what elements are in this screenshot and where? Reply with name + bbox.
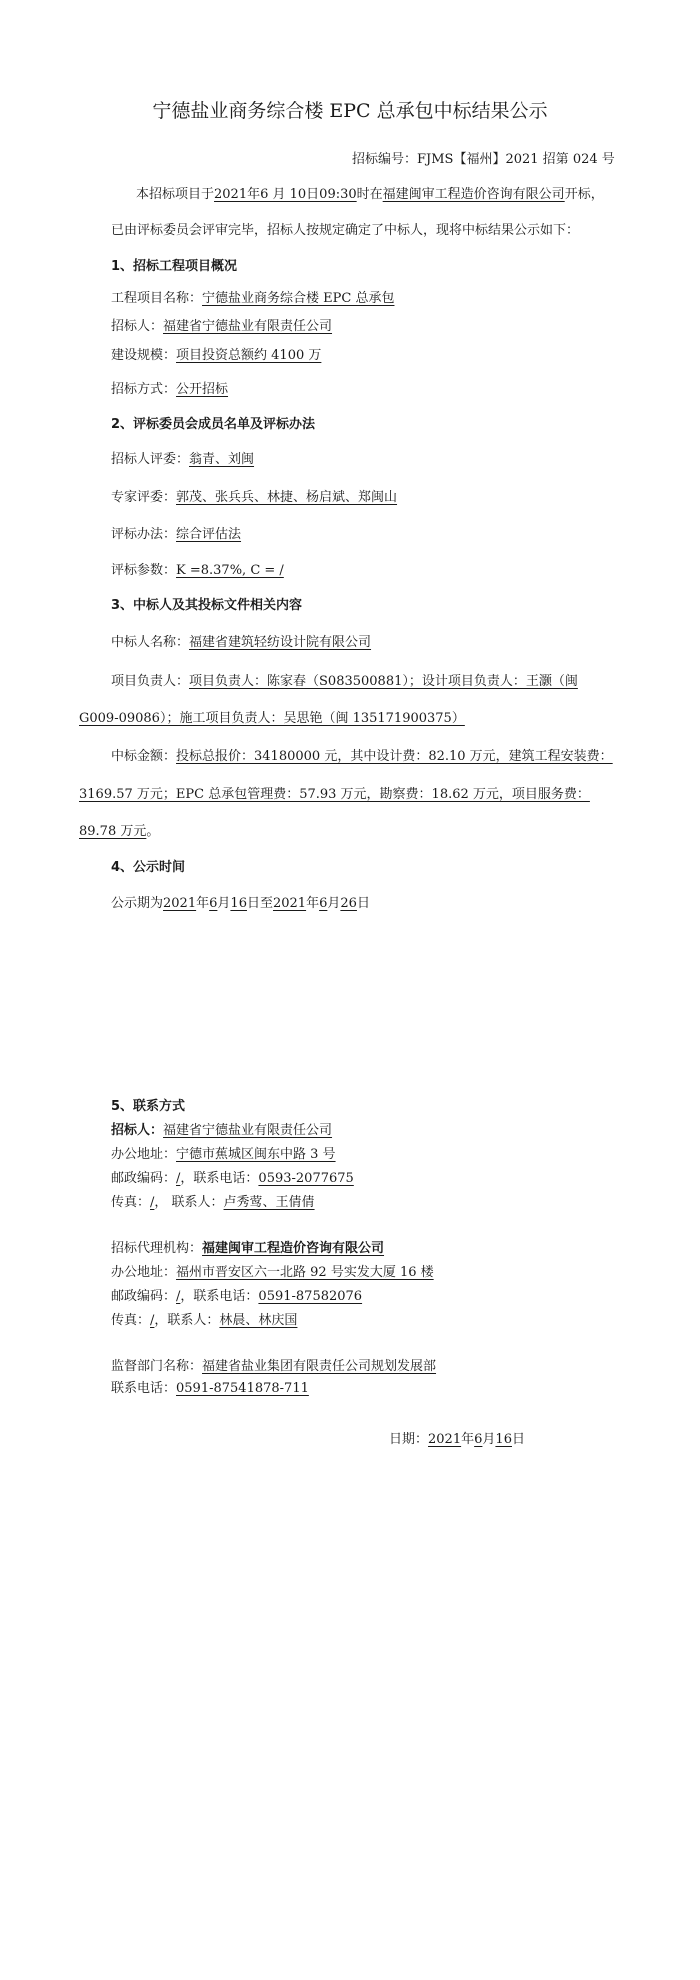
opening-date: 2021年6 月 10日09:30 xyxy=(214,187,357,202)
contact-agency-postcode: 邮政编码：/，联系电话：0591-87582076 xyxy=(111,1289,363,1304)
section-2-heading: 2、评标委员会成员名单及评标办法 xyxy=(111,417,316,432)
contact-agency-name: 招标代理机构：福建闽审工程造价咨询有限公司 xyxy=(111,1241,385,1256)
section-5-heading: 5、联系方式 xyxy=(111,1099,186,1114)
agency-name: 福建闽审工程造价咨询有限公司 xyxy=(382,187,565,202)
page-title: 宁德盐业商务综合楼 EPC 总承包中标结果公示 xyxy=(152,100,548,122)
project-leader-line-2: G009-09086）；施工项目负责人：吴思铯（闽 135171900375） xyxy=(79,711,465,726)
award-amount-line-2: 3169.57 万元；EPC 总承包管理费：57.93 万元，勘察费：18.62 万元，项目服务费： xyxy=(79,787,590,802)
scale-row: 建设规模：项目投资总额约 4100 万 xyxy=(111,348,322,363)
award-amount-line-3: 89.78 万元。 xyxy=(79,824,160,839)
tenderer-judges-row: 招标人评委：翁青、刘闽 xyxy=(111,452,255,467)
winner-row: 中标人名称：福建省建筑轻纺设计院有限公司 xyxy=(111,635,372,650)
footer-date: 日期：2021年6月16日 xyxy=(389,1432,525,1447)
contact-tenderer-postcode: 邮政编码：/，联系电话：0593-2077675 xyxy=(111,1171,354,1186)
project-leader-line-1: 项目负责人：项目负责人：陈家春（S083500881）；设计项目负责人：王灏（闽 xyxy=(111,674,578,689)
contact-tenderer-name: 招标人：福建省宁德盐业有限责任公司 xyxy=(111,1123,333,1138)
section-3-heading: 3、中标人及其投标文件相关内容 xyxy=(111,598,303,613)
section-4-heading: 4、公示时间 xyxy=(111,860,186,875)
award-amount-line-1: 中标金额：投标总报价：34180000 元，其中设计费：82.10 万元，建筑工程安装费： xyxy=(111,749,613,764)
supervisor-phone: 联系电话：0591-87541878-711 xyxy=(111,1381,309,1396)
supervisor-name: 监督部门名称：福建省盐业集团有限责任公司规划发展部 xyxy=(111,1359,437,1374)
publicity-period-row: 公示期为2021年6月16日至2021年6月26日 xyxy=(111,896,370,911)
tenderer-row: 招标人：福建省宁德盐业有限责任公司 xyxy=(111,319,333,334)
contact-tenderer-fax: 传真：/， 联系人：卢秀莺、王倩倩 xyxy=(111,1195,315,1210)
contact-agency-address: 办公地址：福州市晋安区六一北路 92 号实发大厦 16 楼 xyxy=(111,1265,434,1280)
contact-agency-fax: 传真：/，联系人：林晨、林庆国 xyxy=(111,1313,298,1328)
intro-line-2: 已由评标委员会评审完毕，招标人按规定确定了中标人，现将中标结果公示如下： xyxy=(111,223,580,238)
evaluation-params-row: 评标参数：K =8.37%, C = / xyxy=(111,563,284,578)
evaluation-method-row: 评标办法：综合评估法 xyxy=(111,527,242,542)
expert-judges-row: 专家评委：郭茂、张兵兵、林捷、杨启斌、郑闽山 xyxy=(111,490,398,505)
intro-line-1: 本招标项目于2021年6 月 10日09:30时在福建闽审工程造价咨询有限公司开标， xyxy=(136,187,604,202)
section-1-heading: 1、招标工程项目概况 xyxy=(111,259,238,274)
bid-method-row: 招标方式：公开招标 xyxy=(111,382,229,397)
project-name-row: 工程项目名称：宁德盐业商务综合楼 EPC 总承包 xyxy=(111,291,395,306)
contact-tenderer-address: 办公地址：宁德市蕉城区闽东中路 3 号 xyxy=(111,1147,336,1162)
bid-number: 招标编号：FJMS【福州】2021 招第 024 号 xyxy=(352,152,615,167)
